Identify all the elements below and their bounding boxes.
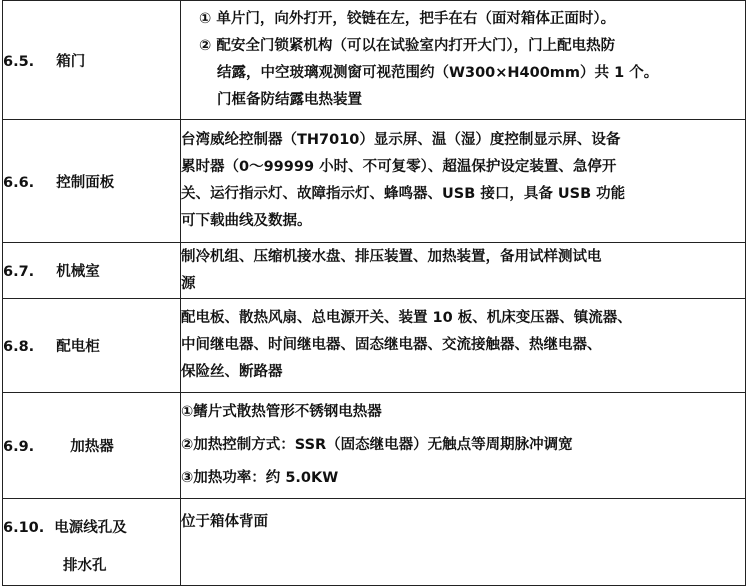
spec-table <box>2 0 746 586</box>
row-number: 6.9. <box>3 439 35 455</box>
row-label: 机械室 <box>56 264 100 280</box>
row-text-line: 台湾威纶控制器（TH7010）显示屏、温（湿）度控制显示屏、设备 <box>181 132 621 148</box>
table-row <box>3 243 746 299</box>
row-number: 6.7. <box>3 264 35 280</box>
row-text-line: 制冷机组、压缩机接水盘、排压装置、加热装置，备用试样测试电 <box>181 248 602 265</box>
row-text-line: 关、运行指示灯、故障指示灯、蜂鸣器、USB 接口，具备 USB 功能 <box>181 186 626 202</box>
row-key-cell <box>3 299 181 393</box>
row-key-cell <box>3 499 181 586</box>
row-label: 加热器 <box>70 439 114 455</box>
table-row <box>3 299 746 393</box>
row-key-cell <box>3 393 181 499</box>
table-row <box>3 499 746 586</box>
row-label: 箱门 <box>56 53 86 70</box>
row-label-continued: 排水孔 <box>63 558 107 574</box>
row-label: 电源线孔及 <box>54 520 127 536</box>
row-text-line: 结露，中空玻璃观测窗可视范围约（W300×H400mm）共 1 个。 <box>217 65 659 81</box>
row-key-cell <box>3 1 181 120</box>
table-row <box>3 1 746 120</box>
row-value-cell <box>181 120 746 243</box>
row-text-line: ②加热控制方式：SSR（固态继电器）无触点等周期脉冲调宽 <box>181 437 573 453</box>
row-value-cell <box>181 499 746 586</box>
table-row <box>3 120 746 243</box>
row-number: 6.5. <box>3 53 35 70</box>
row-number: 6.10. <box>3 520 45 536</box>
row-text-line: ①鳍片式散热管形不锈钢电热器 <box>181 404 382 420</box>
row-text-line: 可下载曲线及数据。 <box>181 213 312 229</box>
row-value-cell <box>181 393 746 499</box>
row-key-cell <box>3 120 181 243</box>
row-value-cell <box>181 1 746 120</box>
row-text-line: 配电板、散热风扇、总电源开关、装置 10 板、机床变压器、镇流器、 <box>181 310 632 326</box>
row-text-line: 位于箱体背面 <box>181 514 268 530</box>
row-key-cell <box>3 243 181 299</box>
row-text-line: 源 <box>181 275 196 292</box>
row-text-line: ① 单片门，向外打开，铰链在左，把手在右（面对箱体正面时）。 <box>199 11 616 27</box>
row-value-cell <box>181 299 746 393</box>
row-number: 6.8. <box>3 339 35 355</box>
row-text-line: ② 配安全门锁紧机构（可以在试验室内打开大门），门上配电热防 <box>199 38 616 54</box>
row-text-line: 门框备防结露电热装置 <box>217 92 362 108</box>
row-text-line: 中间继电器、时间继电器、固态继电器、交流接触器、热继电器、 <box>181 337 602 353</box>
row-text-line: ③加热功率：约 5.0KW <box>181 470 339 486</box>
row-text-line: 保险丝、断路器 <box>181 364 283 380</box>
row-number: 6.6. <box>3 174 35 191</box>
row-label: 控制面板 <box>56 174 115 191</box>
table-row <box>3 393 746 499</box>
row-label: 配电柜 <box>56 339 100 355</box>
row-text-line: 累时器（0～99999 小时、不可复零）、超温保护设定装置、急停开 <box>181 159 617 175</box>
row-value-cell <box>181 243 746 299</box>
